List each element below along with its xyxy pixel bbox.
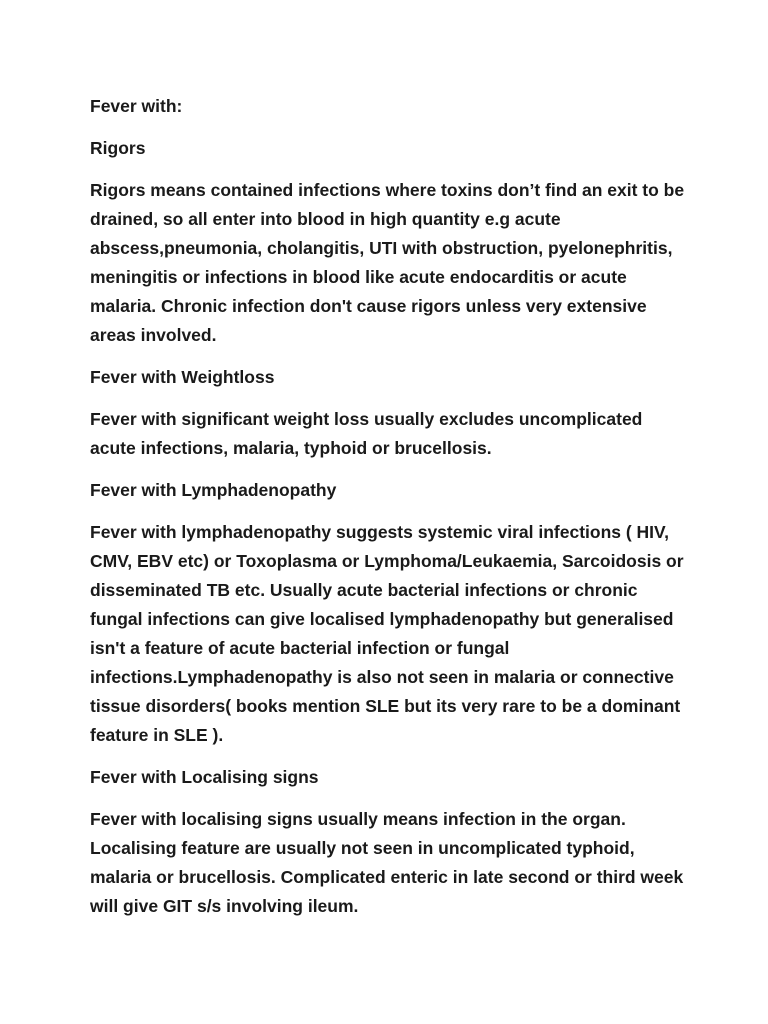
section-body-rigors: Rigors means contained infections where toxins don’t find an exit to be drained, so all enter into blood in high quantity e.g acute abscess,pneumonia, cholangitis, UTI with obstruction, pyelonephritis, meningitis or infections in blood like acute endocarditis or acute malaria. Chronic infection don't cause rigors unless very extensive areas involved. xyxy=(90,180,685,345)
section-body-lymphadenopathy: Fever with lymphadenopathy suggests systemic viral infections ( HIV, CMV, EBV etc) or Toxoplasma or Lymphoma/Leukaemia, Sarcoidosis or disseminated TB etc. Usually acute bacterial infections or chronic fungal infections can give localised lymphadenopathy but generalised isn't a feature of acute bacterial infection or fungal infections.Lymphadenopathy is also not seen in malaria or connective tissue disorders( books mention SLE but its very rare to be a dominant feature in SLE ). xyxy=(90,522,684,745)
document-title: Fever with: xyxy=(90,96,183,116)
document-page xyxy=(90,92,690,934)
section-body-localising-signs: Fever with localising signs usually means infection in the organ. Localising feature are usually not seen in uncomplicated typhoid, malaria or brucellosis. Complicated enteric in late second or third week will give GIT s/s involving ileum. xyxy=(90,809,684,916)
section-heading-rigors: Rigors xyxy=(90,138,146,158)
section-body-weightloss: Fever with significant weight loss usually excludes uncomplicated acute infections, malaria, typhoid or brucellosis. xyxy=(90,409,643,458)
section-heading-lymphadenopathy: Fever with Lymphadenopathy xyxy=(90,480,337,500)
section-heading-weightloss: Fever with Weightloss xyxy=(90,367,275,387)
section-heading-localising-signs: Fever with Localising signs xyxy=(90,767,319,787)
